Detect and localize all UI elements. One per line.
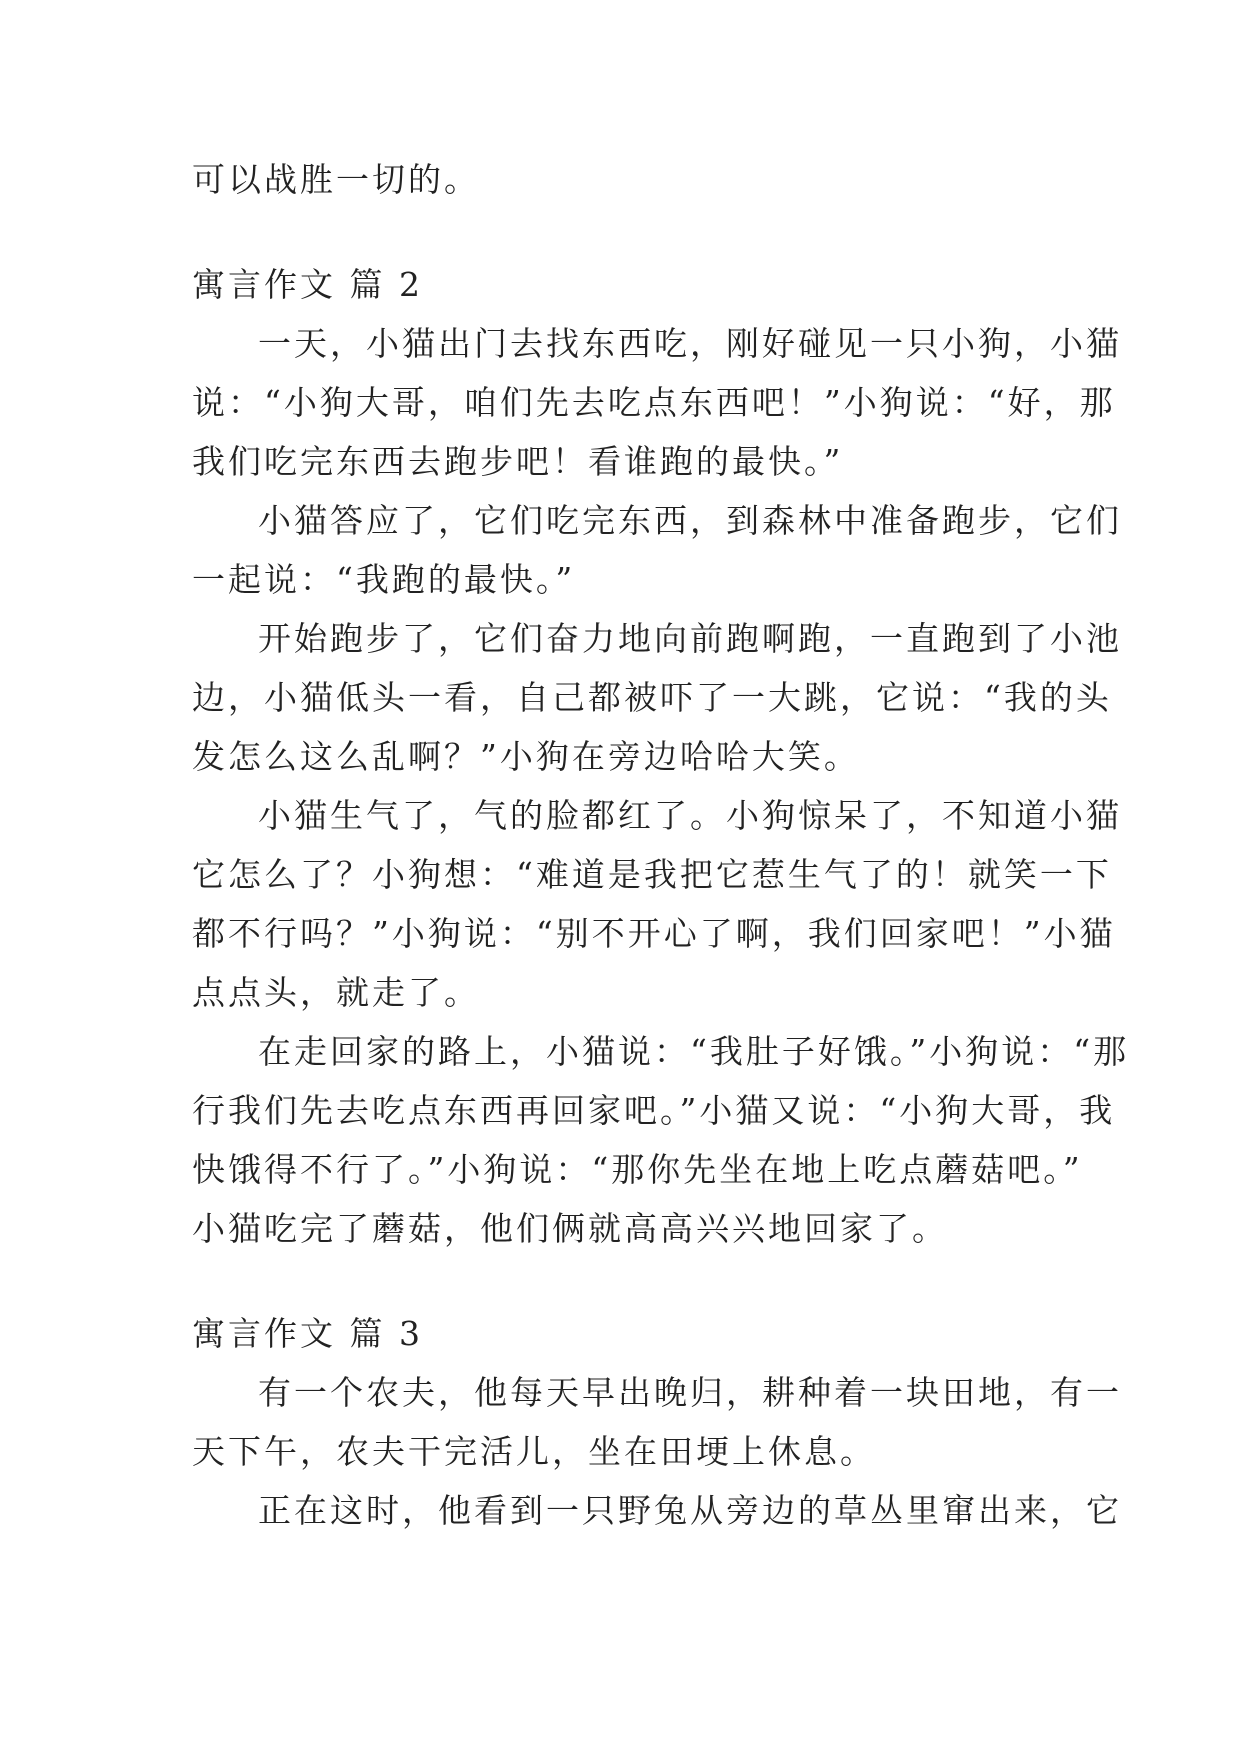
text-line: 它怎么了？小狗想：“难道是我把它惹生气了的！就笑一下 (192, 855, 1112, 894)
text-line: 快饿得不行了。”小狗说：“那你先坐在地上吃点蘑菇吧。” (192, 1150, 1083, 1189)
text-line: 有一个农夫，他每天早出晚归，耕种着一块田地，有一 (258, 1373, 1122, 1412)
text-line: 小猫答应了，它们吃完东西，到森林中准备跑步，它们 (258, 501, 1122, 540)
section-title: 寓言作文 篇 3 (192, 1314, 423, 1353)
document-page (192, 150, 1130, 1540)
text-line: 在走回家的路上，小猫说：“我肚子好饿。”小狗说：“那 (258, 1032, 1130, 1071)
text-line: 一起说：“我跑的最快。” (192, 560, 576, 599)
text-line: 我们吃完东西去跑步吧！看谁跑的最快。” (192, 442, 844, 481)
section-title: 寓言作文 篇 2 (192, 265, 423, 304)
text-line: 可以战胜一切的。 (192, 160, 480, 199)
text-line: 说：“小狗大哥，咱们先去吃点东西吧！”小狗说：“好，那 (192, 383, 1116, 422)
text-line: 小猫生气了，气的脸都红了。小狗惊呆了，不知道小猫 (258, 796, 1122, 835)
text-line: 正在这时，他看到一只野兔从旁边的草丛里窜出来，它 (258, 1491, 1122, 1530)
essay-section (192, 255, 1130, 1258)
text-line: 一天，小猫出门去找东西吃，刚好碰见一只小狗，小猫 (258, 324, 1122, 363)
section-gap (192, 209, 1062, 255)
essay-section (192, 1304, 1122, 1540)
text-line: 都不行吗？”小狗说：“别不开心了啊，我们回家吧！”小猫 (192, 914, 1116, 953)
text-line: 行我们先去吃点东西再回家吧。”小猫又说：“小狗大哥，我 (192, 1091, 1116, 1130)
text-line: 边，小猫低头一看，自己都被吓了一大跳，它说：“我的头 (192, 678, 1112, 717)
text-line: 发怎么这么乱啊？”小狗在旁边哈哈大笑。 (192, 737, 860, 776)
text-line: 开始跑步了，它们奋力地向前跑啊跑，一直跑到了小池 (258, 619, 1122, 658)
text-line: 小猫吃完了蘑菇，他们俩就高高兴兴地回家了。 (192, 1209, 948, 1248)
text-line: 天下午，农夫干完活儿，坐在田埂上休息。 (192, 1432, 876, 1471)
text-line: 点点头，就走了。 (192, 973, 480, 1012)
section-gap (192, 1258, 1062, 1304)
